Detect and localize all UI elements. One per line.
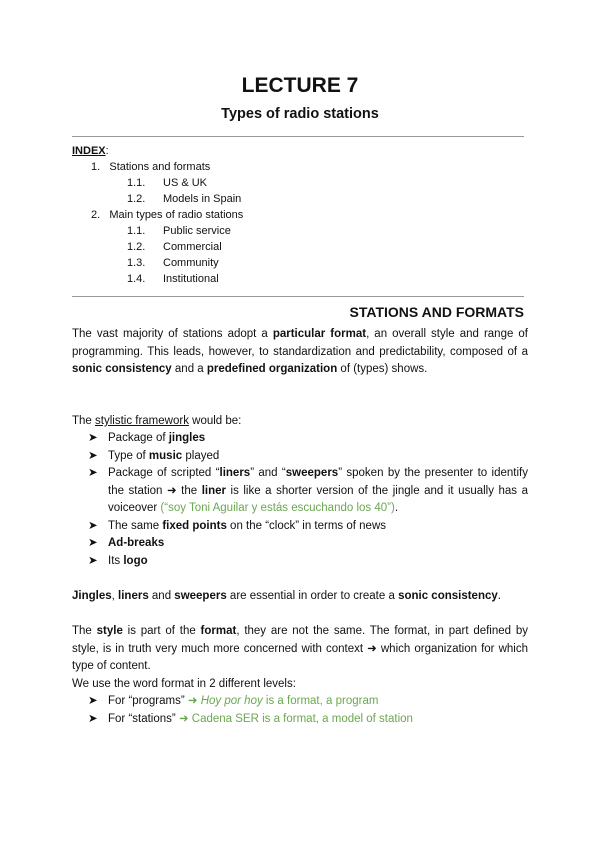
framework-lead: The stylistic framework would be: [72, 415, 242, 427]
framework-list [88, 430, 528, 570]
index-divider [72, 296, 524, 297]
arrow-bullet-icon: ➤ [88, 519, 98, 532]
index-label: INDEX [72, 145, 106, 157]
arrow-bullet-icon: ➤ [88, 712, 98, 725]
index-subitem-public-service: Public service [163, 225, 231, 237]
intro-paragraph: The vast majority of stations adopt a particular format, an overall style and range of programming. This leads, however, to standardization and predictability, composed of a sonic consistency and a predefined organization of (types) shows. [72, 328, 528, 375]
top-divider [72, 136, 524, 137]
list-item: ➤ For “stations” ➜ Cadena SER is a format, a model of station [88, 711, 528, 729]
list-item: ➤ Package of jingles [88, 430, 528, 448]
index-subitem-number: 1.3. [127, 257, 146, 269]
page-subtitle: Types of radio stations [221, 106, 379, 122]
page-title: LECTURE 7 [241, 74, 359, 97]
index-subitem-number: 1.2. [127, 241, 146, 253]
index-subitem-institutional: Institutional [163, 273, 219, 285]
list-item: ➤ Package of scripted “liners” and “sweepers” spoken by the presenter to identify the station ➜ the liner is like a shorter version of the jingle and it usually has a voiceover (“soy Toni Aguilar y estás escuchando los 40”). [88, 467, 528, 514]
index-colon: : [105, 145, 109, 157]
arrow-bullet-icon: ➤ [88, 554, 98, 567]
stations-example: ➜ Cadena SER is a format, a model of station [178, 712, 413, 725]
sonic-paragraph: Jingles, liners and sweepers are essential in order to create a sonic consistency. [72, 590, 501, 602]
index-item-label: Main types of radio stations [109, 209, 244, 221]
index-subitem-number: 1.4. [127, 273, 146, 285]
arrow-bullet-icon: ➤ [88, 449, 98, 462]
index-subitem-community: Community [163, 257, 219, 269]
index-subitem-number: 1.2. [127, 193, 146, 205]
index-item-label: Stations and formats [109, 161, 211, 173]
list-item: ➤ Ad-breaks [88, 535, 528, 553]
index-item-1 [91, 159, 210, 175]
list-item: ➤ Type of music played [88, 448, 528, 466]
index-subitem-us-uk: US & UK [163, 177, 208, 189]
section-heading: STATIONS AND FORMATS [349, 304, 524, 320]
arrow-bullet-icon: ➤ [88, 467, 98, 479]
levels-list [88, 693, 528, 728]
levels-lead: We use the word format in 2 different levels: [72, 678, 296, 690]
index-item-number: 2. [91, 209, 101, 221]
list-item: ➤ Its logo [88, 553, 528, 571]
arrow-bullet-icon: ➤ [88, 695, 98, 707]
voiceover-example: (“soy Toni Aguilar y estás escuchando los 40”) [160, 502, 395, 514]
index-subitem-number: 1.1. [127, 225, 146, 237]
index-item-number: 1. [91, 161, 101, 173]
programs-example: ➜ Hoy por hoy is a format, a program [187, 695, 379, 707]
index-subitem-models-spain: Models in Spain [163, 193, 242, 205]
list-item: ➤ The same fixed points on the “clock” in terms of news [88, 518, 528, 536]
arrow-bullet-icon: ➤ [88, 432, 98, 444]
arrow-bullet-icon: ➤ [88, 537, 98, 549]
index-item-2 [91, 207, 243, 223]
list-item: ➤ For “programs” ➜ Hoy por hoy is a format, a program [88, 693, 528, 711]
index-subitem-commercial: Commercial [163, 241, 222, 253]
style-paragraph: The style is part of the format, they are not the same. The format, in part defined by style, is in truth very much more concerned with context ➜ which organization for which type of content. [72, 625, 528, 672]
index-heading [72, 143, 109, 159]
index-subitem-number: 1.1. [127, 177, 146, 189]
